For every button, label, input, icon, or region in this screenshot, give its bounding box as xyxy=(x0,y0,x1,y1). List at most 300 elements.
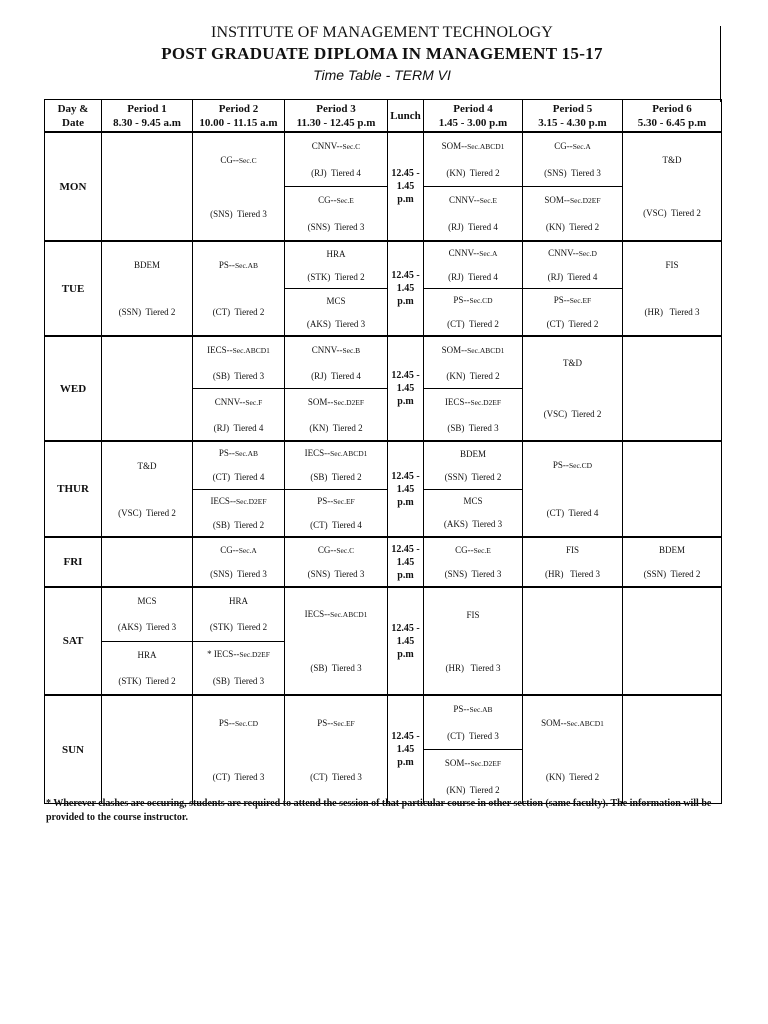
header-period-6 xyxy=(623,100,722,133)
class-slot xyxy=(193,538,284,586)
period-time: 11.30 - 12.45 p.m xyxy=(296,116,376,129)
period-cell xyxy=(623,587,722,695)
section-label: Sec.ABCD1 xyxy=(232,345,270,355)
day-label: SUN xyxy=(45,695,102,804)
course-code: PS-- xyxy=(218,260,235,270)
cell-content xyxy=(285,588,387,694)
period-cell xyxy=(424,241,523,336)
section-label: Sec.D2EF xyxy=(235,496,267,506)
course-code: CG-- xyxy=(317,544,337,555)
day-label: MON xyxy=(45,132,102,241)
course-line xyxy=(424,344,522,357)
course-code: CNNV-- xyxy=(311,344,343,355)
course-line xyxy=(523,717,622,730)
cell-content xyxy=(102,133,192,240)
faculty-room: (CT) Tiered 3 xyxy=(310,771,362,782)
faculty-room: (SB) Tiered 3 xyxy=(447,422,499,433)
section-label: Sec.D2EF xyxy=(333,397,365,407)
faculty-room: (SNS) Tiered 3 xyxy=(544,168,601,178)
day-label: FRI xyxy=(45,537,102,587)
cell-content xyxy=(623,337,721,440)
class-slot xyxy=(285,242,387,288)
period-cell xyxy=(193,537,285,587)
course-code: CNNV-- xyxy=(311,141,343,151)
day-label: SAT xyxy=(45,587,102,695)
section-label: Sec.AB xyxy=(469,705,493,714)
lunch-time-line: 1.45 xyxy=(396,181,415,192)
class-slot xyxy=(623,133,721,240)
faculty-room: (VSC) Tiered 2 xyxy=(118,507,176,518)
course-line xyxy=(424,609,522,621)
period-cell xyxy=(523,587,623,695)
faculty-room: (RJ) Tiered 4 xyxy=(547,271,598,282)
period-cell xyxy=(424,441,523,537)
cell-content xyxy=(523,696,622,803)
faculty-room: (VSC) Tiered 2 xyxy=(543,409,602,420)
class-slot xyxy=(285,538,387,586)
faculty-room: (SB) Tiered 3 xyxy=(212,676,265,687)
cell-content xyxy=(424,696,522,803)
day-label: THUR xyxy=(45,441,102,537)
class-slot xyxy=(424,388,522,440)
class-slot xyxy=(193,489,284,537)
cell-content xyxy=(523,133,622,240)
cell-content xyxy=(285,442,387,536)
class-slot xyxy=(523,538,622,586)
section-label: Sec.ABCD1 xyxy=(566,718,604,728)
cell-content xyxy=(523,242,622,335)
course-line xyxy=(285,344,387,357)
section-label: Sec.EF xyxy=(333,496,355,506)
class-slot xyxy=(193,242,284,335)
course-line xyxy=(623,154,721,166)
section-label: Sec.ABCD1 xyxy=(330,449,368,459)
class-slot xyxy=(523,288,622,335)
course-code: CG-- xyxy=(220,544,239,555)
day-row-thur xyxy=(45,441,722,537)
period-cell xyxy=(193,241,285,336)
section-label: Sec.CD xyxy=(568,461,593,471)
lunch-time-line: p.m xyxy=(397,296,414,307)
course-code: HRA xyxy=(326,248,346,259)
day-label: WED xyxy=(45,336,102,441)
period-cell xyxy=(102,132,193,241)
course-code: IECS-- xyxy=(304,609,331,620)
class-slot xyxy=(102,588,192,641)
section-label: Sec.D2EF xyxy=(470,759,502,768)
course-code: CG-- xyxy=(455,544,474,555)
period-cell xyxy=(285,441,388,537)
lunch-time-line: p.m xyxy=(397,496,414,508)
faculty-room: (CT) Tiered 4 xyxy=(212,472,265,483)
class-slot xyxy=(193,696,284,803)
faculty-room: (SSN) Tiered 2 xyxy=(118,306,176,317)
course-code: CNNV-- xyxy=(448,248,480,259)
lunch-time-line: 1.45 xyxy=(396,556,415,568)
period-cell xyxy=(193,695,285,804)
day-row-mon xyxy=(45,132,722,241)
faculty-room: (HR) Tiered 3 xyxy=(544,569,600,579)
section-label: Sec.D2EF xyxy=(569,196,601,205)
cell-content xyxy=(523,588,622,694)
period-cell xyxy=(193,441,285,537)
course-line xyxy=(424,396,522,409)
faculty-room: (CT) Tiered 4 xyxy=(546,507,599,518)
course-line xyxy=(285,295,387,307)
lunch-time-line: 1.45 xyxy=(396,383,415,394)
class-slot xyxy=(285,288,387,335)
period-cell xyxy=(523,336,623,441)
period-name: Period 1 xyxy=(127,102,167,115)
class-slot xyxy=(424,442,522,489)
course-code: T&D xyxy=(662,154,682,165)
course-line xyxy=(102,259,192,271)
period-name: Period 4 xyxy=(453,102,493,115)
course-line xyxy=(193,717,284,730)
course-line xyxy=(285,608,387,621)
section-label: Sec.C xyxy=(342,142,361,151)
course-line xyxy=(193,344,284,357)
class-slot xyxy=(102,242,192,335)
faculty-room: (STK) Tiered 2 xyxy=(307,271,365,282)
course-line xyxy=(285,248,387,260)
class-slot xyxy=(424,133,522,186)
section-label: Sec.C xyxy=(238,155,257,165)
course-line xyxy=(424,247,522,260)
period-name: Period 6 xyxy=(652,102,692,115)
period-cell xyxy=(523,695,623,804)
day-label: TUE xyxy=(45,241,102,336)
cell-content xyxy=(523,442,622,536)
period-cell xyxy=(623,537,722,587)
course-line xyxy=(193,259,284,272)
course-code: PS-- xyxy=(317,495,334,506)
course-code: HRA xyxy=(137,649,157,660)
course-line xyxy=(523,247,622,260)
lunch-cell xyxy=(388,537,424,587)
cell-content xyxy=(193,696,284,803)
cell-content xyxy=(285,337,387,440)
cell-content xyxy=(285,133,387,240)
header-day-label: Day & xyxy=(57,102,89,115)
class-slot xyxy=(285,186,387,240)
course-line xyxy=(424,544,522,557)
class-slot xyxy=(285,337,387,388)
faculty-room: (RJ) Tiered 4 xyxy=(311,168,361,178)
period-name: Period 2 xyxy=(218,102,259,115)
faculty-room: (AKS) Tiered 3 xyxy=(443,519,503,530)
course-line xyxy=(193,495,284,508)
period-time: 3.15 - 4.30 p.m xyxy=(538,116,607,129)
term-subtitle: Time Table - TERM VI xyxy=(313,67,451,83)
timetable xyxy=(44,99,722,804)
faculty-room: (SNS) Tiered 3 xyxy=(210,208,267,219)
course-line xyxy=(102,595,192,607)
course-line xyxy=(424,448,522,460)
period-cell xyxy=(623,241,722,336)
period-cell xyxy=(424,695,523,804)
day-row-sun xyxy=(45,695,722,804)
class-slot xyxy=(424,749,522,803)
faculty-room: (HR) Tiered 3 xyxy=(644,306,700,317)
section-label: Sec.D2EF xyxy=(239,650,270,660)
course-line xyxy=(193,544,284,557)
course-code: BDEM xyxy=(459,448,486,459)
class-slot xyxy=(285,696,387,803)
course-code: SOM-- xyxy=(441,141,468,151)
course-code: MCS xyxy=(137,596,157,607)
lunch-time-line: 1.45 xyxy=(396,635,415,647)
faculty-room: (SNS) Tiered 3 xyxy=(444,569,502,580)
period-cell xyxy=(285,587,388,695)
course-line xyxy=(523,194,622,207)
course-line xyxy=(193,648,284,661)
course-line xyxy=(424,294,522,307)
course-code: IECS-- xyxy=(210,495,236,506)
timetable-body xyxy=(45,132,722,804)
section-label: Sec.D2EF xyxy=(470,397,502,407)
class-slot xyxy=(424,242,522,288)
header-row xyxy=(45,100,722,133)
header-day-date xyxy=(45,100,102,133)
day-row-tue xyxy=(45,241,722,336)
class-slot xyxy=(285,489,387,537)
period-time: 8.30 - 9.45 a.m xyxy=(113,116,181,129)
section-label: Sec.A xyxy=(238,545,257,555)
faculty-room: (RJ) Tiered 4 xyxy=(448,222,498,232)
page-border-rule xyxy=(720,26,721,102)
footnote: * Wherever clashes are occuring, students are required to attend the session of that particular course in other section (same faculty). The information will be provided to the course instructor. xyxy=(46,798,712,823)
class-slot xyxy=(424,337,522,388)
section-label: Sec.A xyxy=(479,249,498,259)
section-label: Sec.E xyxy=(336,196,354,205)
course-code: PS-- xyxy=(218,448,235,459)
course-code: MCS xyxy=(463,496,483,507)
faculty-room: (KN) Tiered 2 xyxy=(545,771,600,782)
header-period-2 xyxy=(193,100,285,133)
cell-content xyxy=(102,588,192,694)
course-line xyxy=(193,396,284,409)
class-slot xyxy=(285,442,387,489)
period-cell xyxy=(523,241,623,336)
faculty-room: (SSN) Tiered 2 xyxy=(643,569,701,579)
lunch-cell xyxy=(388,132,424,241)
period-cell xyxy=(285,537,388,587)
faculty-room: (KN) Tiered 2 xyxy=(446,370,500,381)
faculty-room: (HR) Tiered 3 xyxy=(445,662,501,673)
course-code: BDEM xyxy=(133,260,160,271)
period-cell xyxy=(193,132,285,241)
course-code: FIS xyxy=(565,545,579,555)
period-cell xyxy=(523,441,623,537)
course-code: PS-- xyxy=(453,295,470,306)
course-code: IECS-- xyxy=(444,396,471,407)
section-label: Sec.ABCD1 xyxy=(467,345,505,355)
class-slot xyxy=(193,337,284,388)
lunch-cell xyxy=(388,587,424,695)
class-slot xyxy=(424,186,522,240)
period-time: 5.30 - 6.45 p.m xyxy=(637,116,707,129)
lunch-time-line: 12.45 - xyxy=(391,622,420,634)
period-cell xyxy=(623,695,722,804)
period-cell xyxy=(285,241,388,336)
period-cell xyxy=(623,441,722,537)
lunch-time-line: 12.45 - xyxy=(391,370,420,381)
course-line xyxy=(424,703,522,716)
period-cell xyxy=(193,336,285,441)
cell-content xyxy=(285,696,387,803)
class-slot xyxy=(193,588,284,641)
lunch-time-line: 12.45 - xyxy=(391,731,420,742)
cell-content xyxy=(102,696,192,803)
day-row-wed xyxy=(45,336,722,441)
period-cell xyxy=(424,587,523,695)
faculty-room: (RJ) Tiered 4 xyxy=(311,370,361,381)
cell-content xyxy=(193,337,284,440)
class-slot xyxy=(424,538,522,586)
faculty-room: (KN) Tiered 2 xyxy=(545,222,600,232)
cell-content xyxy=(623,696,721,803)
faculty-room: (VSC) Tiered 2 xyxy=(643,208,701,219)
class-slot xyxy=(523,696,622,803)
section-label: Sec.C xyxy=(336,545,355,555)
faculty-room: (SNS) Tiered 3 xyxy=(307,222,365,232)
course-line xyxy=(523,459,622,472)
period-cell xyxy=(424,537,523,587)
cell-content xyxy=(102,538,192,586)
cell-content xyxy=(285,538,387,586)
faculty-room: (CT) Tiered 2 xyxy=(447,318,499,329)
period-cell xyxy=(623,132,722,241)
course-code: HRA xyxy=(228,596,248,607)
faculty-room: (RJ) Tiered 4 xyxy=(448,271,498,282)
faculty-room: (CT) Tiered 3 xyxy=(212,771,265,782)
cell-content xyxy=(102,337,192,440)
class-slot xyxy=(102,641,192,695)
lunch-time-line: 1.45 xyxy=(396,283,415,294)
lunch-time-line: 1.45 xyxy=(396,744,415,755)
lunch-time-line: p.m xyxy=(397,648,414,660)
period-cell xyxy=(285,336,388,441)
course-line xyxy=(623,259,721,271)
cell-content xyxy=(193,133,284,240)
lunch-cell xyxy=(388,695,424,804)
section-label: Sec.D xyxy=(578,249,597,259)
faculty-room: (CT) Tiered 3 xyxy=(447,731,499,741)
course-code: SOM-- xyxy=(544,195,570,205)
period-name: Period 3 xyxy=(316,102,356,115)
class-slot xyxy=(623,538,721,586)
class-slot xyxy=(424,489,522,537)
section-label: Sec.CD xyxy=(469,296,493,306)
period-cell xyxy=(102,441,193,537)
course-line xyxy=(193,595,284,607)
course-code: FIS xyxy=(665,260,679,271)
faculty-room: (CT) Tiered 2 xyxy=(212,307,265,317)
section-label: Sec.AB xyxy=(234,449,259,459)
header-lunch: Lunch xyxy=(388,100,424,133)
class-slot xyxy=(523,186,622,240)
institute-name: INSTITUTE OF MANAGEMENT TECHNOLOGY xyxy=(211,24,553,41)
lunch-time-line: p.m xyxy=(397,757,414,768)
class-slot xyxy=(523,242,622,288)
course-code: FIS xyxy=(466,609,480,620)
period-cell xyxy=(523,132,623,241)
period-cell xyxy=(102,587,193,695)
section-label: Sec.ABCD1 xyxy=(467,142,505,151)
class-slot xyxy=(102,442,192,536)
day-row-sat xyxy=(45,587,722,695)
lunch-time-line: 1.45 xyxy=(396,483,415,495)
cell-content xyxy=(424,242,522,335)
course-code: CNNV-- xyxy=(449,195,480,205)
course-line xyxy=(424,495,522,507)
cell-content xyxy=(193,588,284,694)
faculty-room: (SB) Tiered 3 xyxy=(212,370,265,381)
course-code: PS-- xyxy=(218,717,235,728)
class-slot xyxy=(523,133,622,186)
course-code: CNNV-- xyxy=(548,248,579,259)
cell-content xyxy=(424,337,522,440)
section-label: Sec.AB xyxy=(234,261,259,270)
lunch-cell xyxy=(388,336,424,441)
period-cell xyxy=(523,537,623,587)
lunch-cell xyxy=(388,241,424,336)
cell-content xyxy=(623,133,721,240)
course-code: SOM-- xyxy=(441,344,468,355)
cell-content xyxy=(523,337,622,440)
cell-content xyxy=(424,588,522,694)
lunch-time-line: 12.45 - xyxy=(391,168,420,179)
course-code: IECS-- xyxy=(304,448,331,459)
faculty-room: (KN) Tiered 2 xyxy=(309,422,363,433)
faculty-room: (AKS) Tiered 3 xyxy=(117,622,177,633)
course-code: T&D xyxy=(137,460,157,471)
course-line xyxy=(623,544,721,556)
section-label: Sec.E xyxy=(479,196,497,205)
course-line xyxy=(193,447,284,460)
course-line xyxy=(102,649,192,661)
cell-content xyxy=(193,538,284,586)
course-line xyxy=(285,717,387,730)
course-code: MCS xyxy=(326,295,346,306)
class-slot xyxy=(285,133,387,186)
course-line xyxy=(523,294,622,307)
class-slot xyxy=(193,641,284,695)
lunch-time-line: 12.45 - xyxy=(391,470,420,482)
faculty-room: (SB) Tiered 2 xyxy=(310,472,362,483)
course-code: * IECS-- xyxy=(207,649,240,660)
course-line xyxy=(193,154,284,167)
faculty-room: (SNS) Tiered 3 xyxy=(210,569,267,580)
course-line xyxy=(523,140,622,153)
period-cell xyxy=(102,241,193,336)
cell-content xyxy=(623,588,721,694)
cell-content xyxy=(424,133,522,240)
course-code: PS-- xyxy=(317,717,334,728)
faculty-room: (SNS) Tiered 3 xyxy=(307,569,365,580)
lunch-time-line: 12.45 - xyxy=(391,270,420,281)
period-time: 10.00 - 11.15 a.m xyxy=(199,116,278,129)
faculty-room: (STK) Tiered 2 xyxy=(209,622,268,633)
faculty-room: (SB) Tiered 2 xyxy=(212,519,265,530)
period-cell xyxy=(102,537,193,587)
section-label: Sec.ABCD1 xyxy=(330,610,368,620)
section-label: Sec.B xyxy=(342,345,361,355)
header-period-4 xyxy=(424,100,523,133)
class-slot xyxy=(285,388,387,440)
class-slot xyxy=(523,442,622,536)
